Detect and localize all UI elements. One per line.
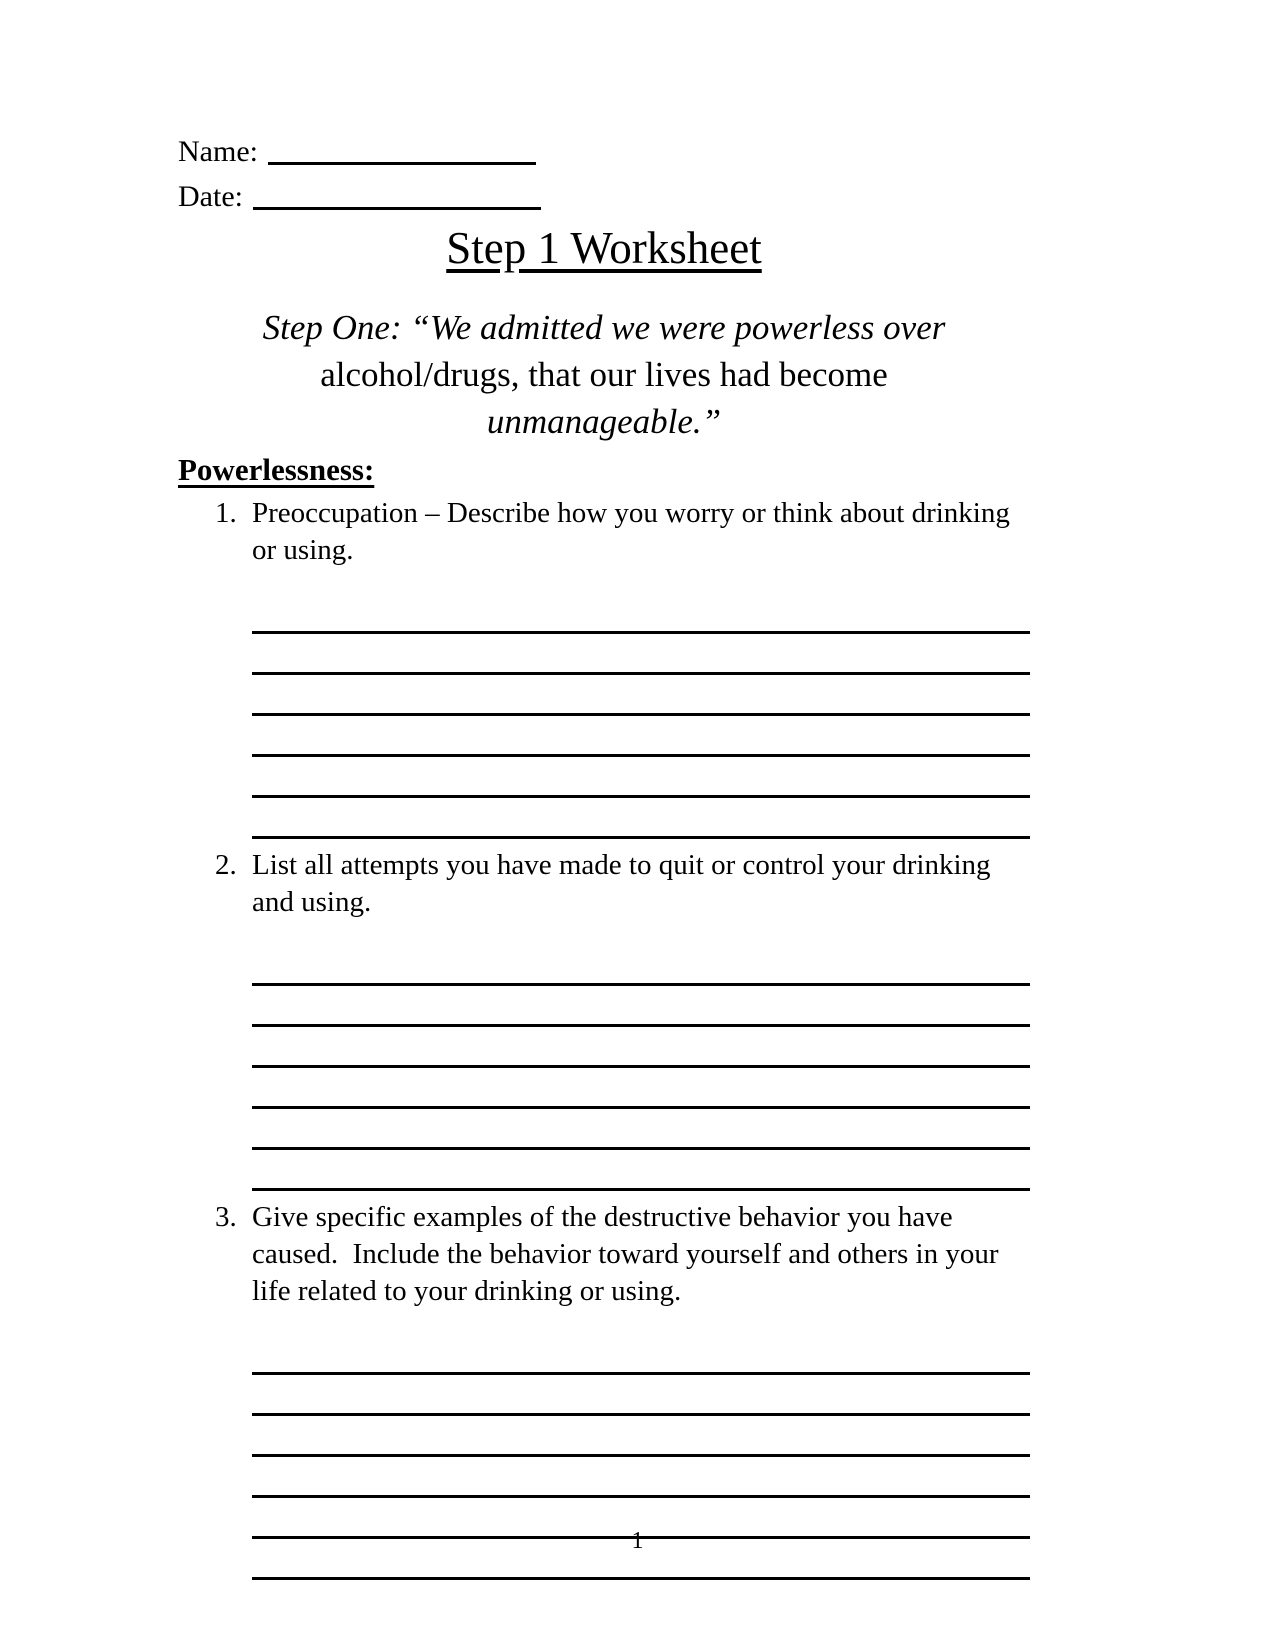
question-text: List all attempts you have made to quit or control your drinking and using.	[252, 849, 998, 918]
question-head	[215, 495, 1030, 569]
answer-line[interactable]	[252, 634, 1030, 675]
questions-list	[215, 495, 1030, 1580]
answer-line[interactable]	[252, 1068, 1030, 1109]
answer-line[interactable]	[252, 1027, 1030, 1068]
answer-lines	[252, 945, 1030, 1191]
page-title: Step 1 Worksheet	[446, 223, 762, 273]
name-input-line[interactable]	[268, 132, 536, 165]
name-label: Name:	[178, 135, 258, 168]
answer-line[interactable]	[252, 1416, 1030, 1457]
answer-line[interactable]	[252, 1150, 1030, 1191]
section-heading: Powerlessness:	[178, 452, 375, 487]
name-field-row	[178, 128, 1030, 173]
answer-line[interactable]	[252, 593, 1030, 634]
page-number: 1	[631, 1528, 644, 1554]
quote-line-1: Step One: “We admitted we were powerless over	[262, 308, 946, 347]
quote-line-3: unmanageable.”	[486, 402, 722, 441]
answer-lines	[252, 593, 1030, 839]
question-text: Give specific examples of the destructive behavior you have caused. Include the behavior toward yourself and others in your life related to your drinking or using.	[252, 1201, 1006, 1307]
date-field-row	[178, 173, 1030, 218]
header	[178, 128, 1030, 218]
question-number: 2.	[215, 849, 237, 881]
answer-line[interactable]	[252, 716, 1030, 757]
answer-line[interactable]	[252, 1334, 1030, 1375]
question-item-3	[215, 1199, 1030, 1580]
answer-line[interactable]	[252, 1457, 1030, 1498]
answer-line[interactable]	[252, 675, 1030, 716]
question-number: 3.	[215, 1201, 237, 1233]
question-item-2	[215, 847, 1030, 1191]
quote-line-2: alcohol/drugs, that our lives had become	[320, 355, 888, 394]
question-text: Preoccupation – Describe how you worry or think about drinking or using.	[252, 497, 1018, 566]
question-head	[215, 847, 1030, 921]
answer-line[interactable]	[252, 1109, 1030, 1150]
answer-line[interactable]	[252, 945, 1030, 986]
answer-line[interactable]	[252, 757, 1030, 798]
answer-line[interactable]	[252, 986, 1030, 1027]
answer-line[interactable]	[252, 798, 1030, 839]
date-label: Date:	[178, 180, 243, 213]
question-item-1	[215, 495, 1030, 839]
step-one-quote	[178, 304, 1030, 445]
question-number: 1.	[215, 497, 237, 529]
question-head	[215, 1199, 1030, 1310]
answer-line[interactable]	[252, 1375, 1030, 1416]
date-input-line[interactable]	[253, 177, 541, 210]
